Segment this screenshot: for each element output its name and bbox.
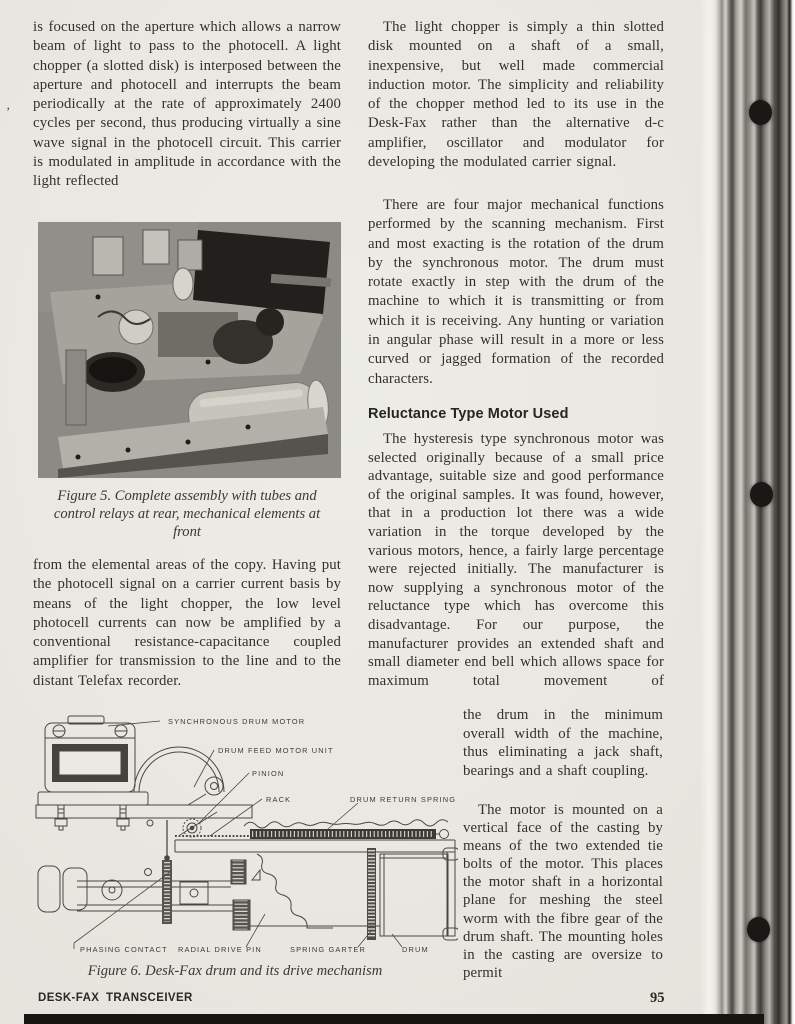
figure6-label-drum: DRUM bbox=[402, 945, 429, 954]
figure6-diagram bbox=[28, 702, 458, 960]
figure5-caption: Figure 5. Complete assembly with tubes and control relays at rear, mechanical elements at front bbox=[53, 488, 321, 541]
right-paragraph-4: The motor is mounted on a vertical face of the casting by means of the two extended tie bolts of the motor. This places the motor shaft in a horizontal plane for meshing the steel worm with the fibre gear of the drum shaft. The mounting holes in the casting are oversize to permit bbox=[463, 802, 663, 981]
figure6-label-spring-garter: SPRING GARTER bbox=[290, 945, 367, 954]
figure6-caption: Figure 6. Desk-Fax drum and its drive mechanism bbox=[87, 963, 383, 979]
binding-dot bbox=[749, 100, 772, 125]
book-binding-edge bbox=[700, 0, 795, 1024]
page-number: 95 bbox=[650, 990, 665, 1006]
right-paragraph-2: There are four major mechanical functions performed by the scanning mechanism. First and most exacting is the rotation of the drum by the synchronous motor. The drum must rotate exactly in step with the drum of the machine to which it is transmitting or from which it is receiving. Any hunting or variation in angular phase will result in a more or less curved or jagged formation of the recorded characters. bbox=[368, 197, 664, 387]
figure6-label-drum-feed-motor-unit: DRUM FEED MOTOR UNIT bbox=[218, 746, 334, 755]
figure6-label-radial-drive-pin: RADIAL DRIVE PIN bbox=[178, 945, 262, 954]
figure6-label-phasing-contact: PHASING CONTACT bbox=[80, 945, 168, 954]
right-paragraph-3-narrow: the drum in the minimum overall width of the machine, thus eliminating a jack shaft, bearings and a shaft coupling. bbox=[463, 707, 663, 779]
binding-dot bbox=[747, 917, 770, 942]
scan-edge-bar bbox=[24, 1014, 764, 1024]
figure6-label-rack: RACK bbox=[266, 795, 292, 804]
figure6-label-pinion: PINION bbox=[252, 769, 285, 778]
right-paragraph-1: The light chopper is simply a thin slotted disk mounted on a shaft of a small, inexpensive, but well made commercial induction motor. The simplicity and reliability of the chopper method led to its use in the Desk-Fax rather than the alternative d-c amplifier, oscillator and modulator for developing the modulated carrier signal. bbox=[368, 19, 664, 171]
left-paragraph-2: from the elemental areas of the copy. Having put the photocell signal on a carrier current basis by means of the light chopper, the low level photocell currents can now be amplified by a conventional resistance-capacitance coupled amplifier for transmission to the line and to the distant Telefax recorder. bbox=[33, 557, 341, 689]
figure6-label-drum-return-spring: DRUM RETURN SPRING bbox=[350, 795, 457, 804]
left-paragraph-1: is focused on the aperture which allows a narrow beam of light to pass to the photocell. A light chopper (a slotted disk) is interposed between the aperture and photocell and interrupts the beam periodically at the rate of approximately 2400 cycles per second, thus producing virtually a sine wave signal in the photocell circuit. This carrier is modulated in amplitude in accordance with the light reflected bbox=[33, 19, 341, 190]
binding-dot bbox=[750, 482, 773, 507]
footer-publication-title: DESK-FAX TRANSCEIVER bbox=[38, 992, 193, 1004]
scan-speck: ’ bbox=[6, 104, 11, 119]
figure5-photo bbox=[38, 222, 341, 478]
section-heading-reluctance-motor: Reluctance Type Motor Used bbox=[368, 406, 569, 422]
figure6-label-synchronous-drum-motor: SYNCHRONOUS DRUM MOTOR bbox=[168, 717, 306, 726]
right-paragraph-3-wide: The hysteresis type synchronous motor was selected originally because of a small price advantage, suitable size and good performance of the original samples. It was found, however, that in a production lot there was a wide variation in the torque developed by the various motors, hence, a fairly large percentage were rejected initially. The manufacturer is now supplying a synchronous motor of the reluctance type which has overcome this disadvantage. For our purpose, the manufacturer provides an extended shaft and small diameter end bell which allows space for maximum total movement of bbox=[368, 431, 664, 689]
